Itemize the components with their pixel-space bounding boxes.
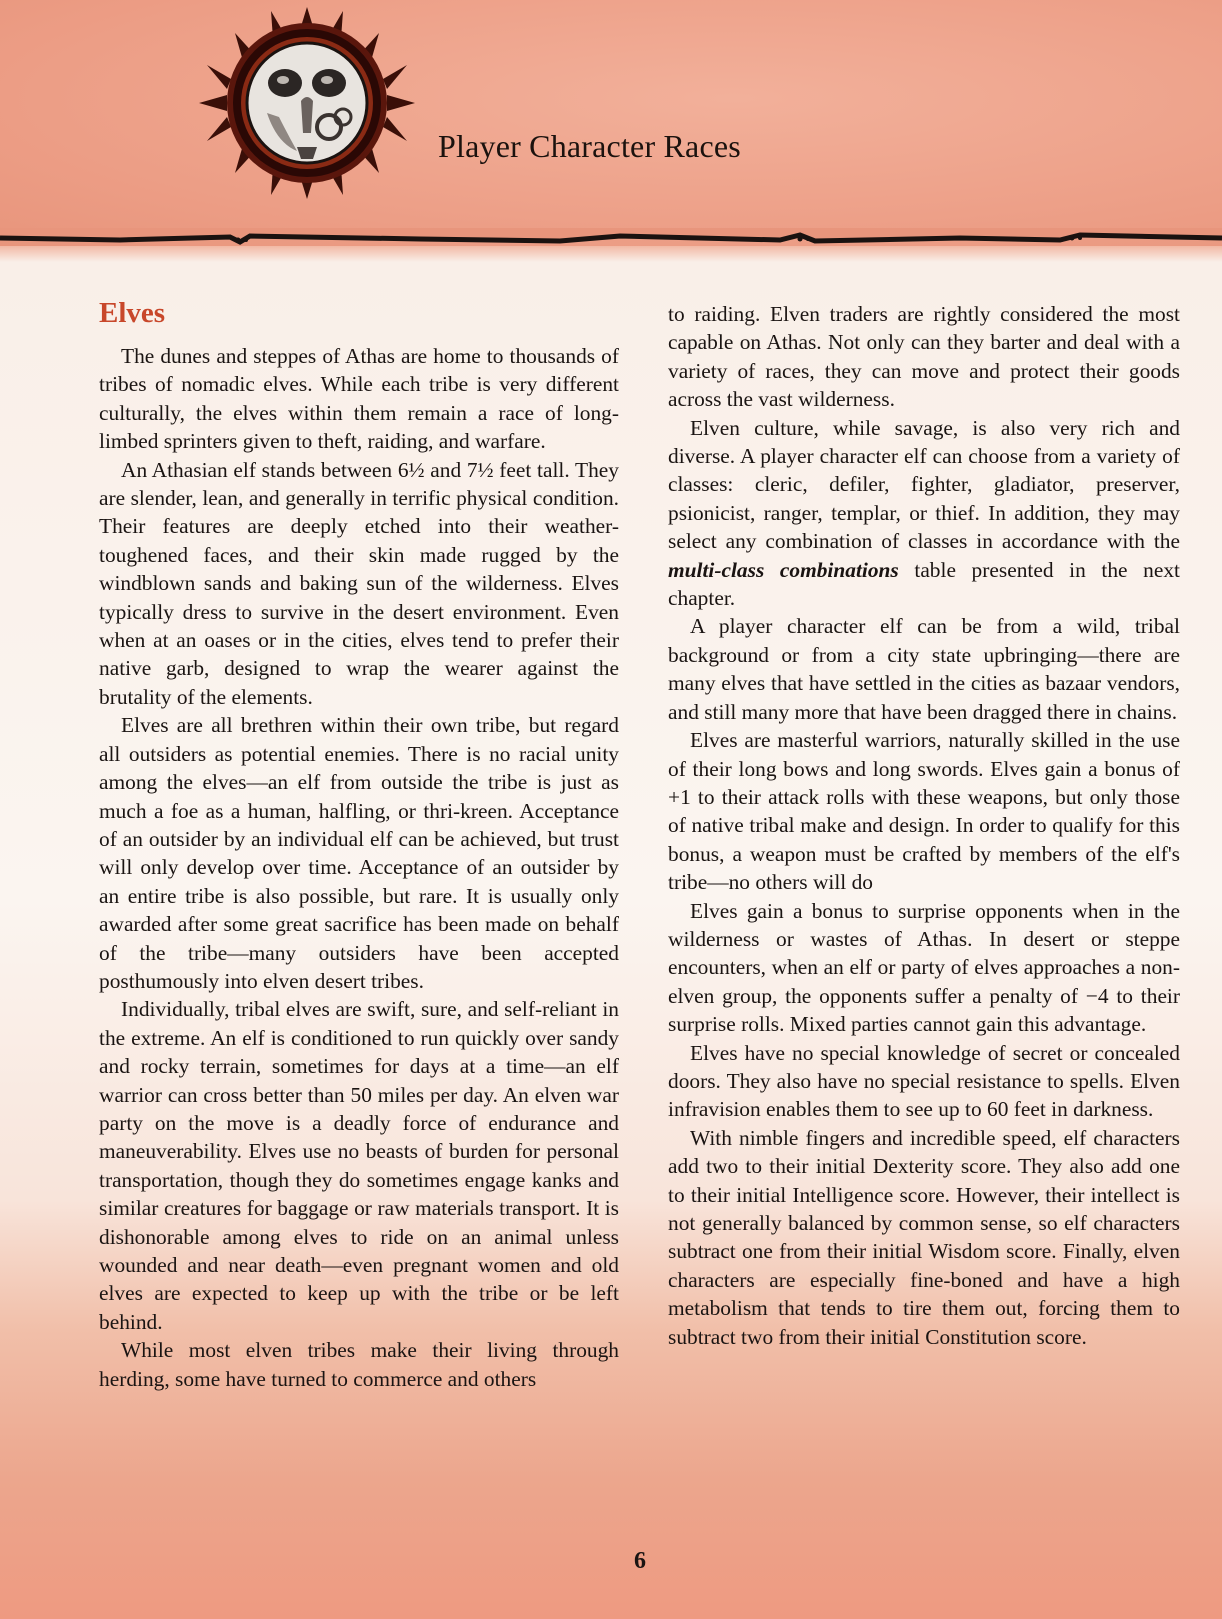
dark-sun-emblem-icon [196,4,418,202]
paragraph: Elves gain a bonus to surprise opponents when in the wilderness or wastes of Athas. In desert or steppe encounters, when an elf or party of elves approaches a non-elven group, the opponents suffer a penalty of −4 to their surprise rolls. Mixed parties cannot gain this advantage. [668,898,1180,1037]
header-band [0,0,1222,246]
paragraph-text: Elven culture, while savage, is also very rich and diverse. A player character elf can choose from a variety of classes: cleric, defiler, fighter, gladiator, preserver, psionicist, ranger, templar, or thief. In addition, they may select any combination of classes in accordance with the [668,415,1180,554]
section-title: Elves [99,297,166,329]
paragraph: The dunes and steppes of Athas are home to thousands of tribes of nomadic elves. While each tribe is very different culturally, the elves within them remain a race of long-limbed sprinters given to theft, raiding, and warfare. [99,344,619,454]
paragraph-text: table presented in the next chapter. [668,557,1180,611]
paragraph: Elves are masterful warriors, naturally skilled in the use of their long bows and long swords. Elves gain a bonus of +1 to their attack rolls with these weapons, but only those of native tribal make and design. In order to qualify for this bonus, a weapon must be crafted by members of the elf's tribe—no others will do [668,728,1180,895]
paragraph-with-term [668,414,1180,613]
page-number: 6 [634,1548,646,1574]
multi-class-combinations-term: multi-class combinations [668,557,899,582]
chapter-title: Player Character Races [438,128,741,164]
left-column [99,296,619,1393]
paragraph: With nimble fingers and incredible speed, elf characters add two to their initial Dexterity score. They also add one to their initial Intelligence score. However, their intellect is not generally balanced by common sense, so elf characters subtract one from their initial Wisdom score. Finally, elven characters are especially fine-boned and have a high metabolism that tends to tire them out, forcing them to subtract two from their initial Constitution score. [668,1125,1180,1349]
paragraph: Individually, tribal elves are swift, sure, and self-reliant in the extreme. An elf is conditioned to run quickly over sandy and rocky terrain, sometimes for days at a time—an elf warrior can cross better than 50 miles per day. An elven war party on the move is a deadly force of endurance and maneuverability. Elves use no beasts of burden for personal transportation, though they do sometimes engage kanks and similar creatures for baggage or raw materials transport. It is dishonorable among elves to ride on an animal unless wounded and near death—even pregnant women and old elves are expected to keep up with the tribe or be left behind. [99,997,619,1334]
paragraph: to raiding. Elven traders are rightly considered the most capable on Athas. Not only can they barter and deal with a variety of races, they can move and protect their goods across the vast wilderness. [668,302,1180,412]
paragraph: While most elven tribes make their living through herding, some have turned to commerce and others [99,1338,619,1391]
paragraph: An Athasian elf stands between 6½ and 7½ feet tall. They are slender, lean, and generally in terrific physical condition. Their features are deeply etched into their weather-toughened faces, and their skin made rugged by the windblown sands and baking sun of the wilderness. Elves typically dress to survive in the desert environment. Even when at an oases or in the cities, elves tend to prefer their native garb, designed to wrap the wearer against the brutality of the elements. [99,457,619,709]
torn-edge-divider [0,228,1222,268]
paragraph: Elves are all brethren within their own tribe, but regard all outsiders as potential enemies. There is no racial unity among the elves—an elf from outside the tribe is just as much a foe as a human, halfling, or thri-kreen. Acceptance of an outsider by an individual elf can be achieved, but trust will only develop over time. Acceptance of an outsider by an entire tribe is also possible, but rare. It is usually only awarded after some great sacrifice has been made on behalf of the tribe—many outsiders have been accepted posthumously into elven desert tribes. [99,713,619,993]
paragraph: Elves have no special knowledge of secret or concealed doors. They also have no special resistance to spells. Elven infravision enables them to see up to 60 feet in darkness. [668,1040,1180,1122]
right-column [668,300,1180,1351]
paragraph: A player character elf can be from a wild, tribal background or from a city state upbringing—there are many elves that have settled in the cities as bazaar vendors, and still many more that have been dragged there in chains. [668,614,1180,724]
